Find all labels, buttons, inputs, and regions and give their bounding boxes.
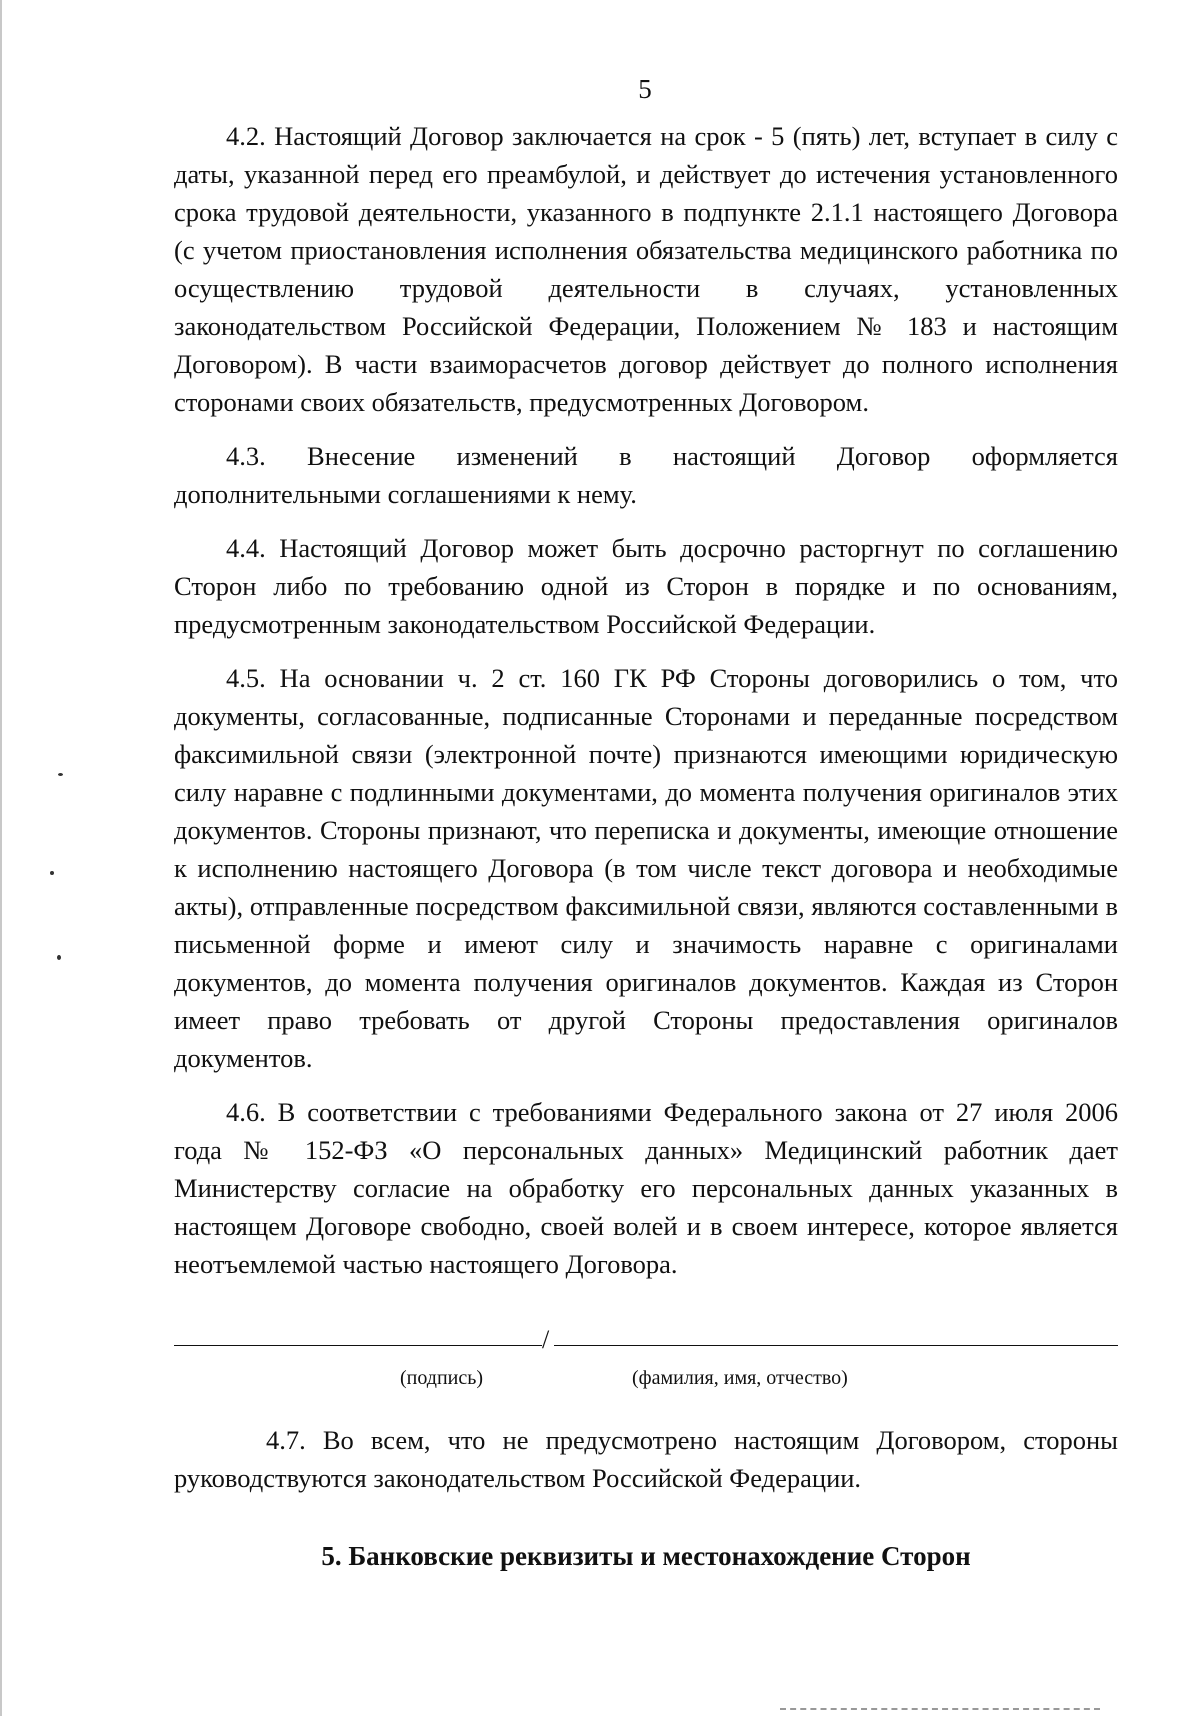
paragraph-4-6: 4.6. В соответствии с требованиями Федерального закона от 27 июля 2006 года № 152-ФЗ «О персональных данных» Медицинский работник дает Министерству согласие на обработку его персональных данных указанных в настоящем Договоре свободно, своей волей и в своем интересе, которое является неотъемлемой частью настоящего Договора. xyxy=(174,1097,1118,1279)
scan-speck xyxy=(57,955,61,960)
paragraph-4-4: 4.4. Настоящий Договор может быть досрочно расторгнут по соглашению Сторон либо по требованию одной из Сторон в порядке и по основаниям, предусмотренным законодательством Российской Федерации. xyxy=(174,533,1118,639)
paragraph-4-3: 4.3. Внесение изменений в настоящий Договор оформляется дополнительными соглашениями к нему. xyxy=(174,441,1118,509)
page-number: 5 xyxy=(638,74,652,104)
signature-separator: / xyxy=(542,1325,550,1354)
scan-speck xyxy=(50,871,54,875)
scan-speck xyxy=(58,773,63,776)
signature-block xyxy=(174,1325,1118,1421)
full-name-line xyxy=(554,1345,1118,1346)
signature-line xyxy=(174,1345,542,1346)
paragraph-4-2: 4.2. Настоящий Договор заключается на срок - 5 (пять) лет, вступает в силу с даты, указанной перед его преамбулой, и действует до истечения установленного срока трудовой деятельности, указанного в подпункте 2.1.1 настоящего Договора (с учетом приостановления исполнения обязательства медицинского работника по осуществлению трудовой деятельности в случаях, установленных законодательством Российской Федерации, Положением № 183 и настоящим Договором). В части взаиморасчетов договор действует до полного исполнения сторонами своих обязательств, предусмотренных Договором. xyxy=(174,121,1118,417)
scan-left-edge xyxy=(0,0,2,1716)
paragraph-4-5: 4.5. На основании ч. 2 ст. 160 ГК РФ Стороны договорились о том, что документы, согласованные, подписанные Сторонами и переданные посредством факсимильной связи (электронной почте) признаются имеющими юридическую силу наравне с подлинными документами, до момента получения оригиналов этих документов. Стороны признают, что переписка и документы, имеющие отношение к исполнению настоящего Договора (в том числе текст договора и необходимые акты), отправленные посредством факсимильной связи, являются составленными в письменной форме и имеют силу и значимость наравне с оригиналами документов, до момента получения оригиналов документов. Каждая из Сторон имеет право требовать от другой Стороны предоставления оригиналов документов. xyxy=(174,663,1118,1073)
scan-bottom-artifact xyxy=(780,1708,1100,1710)
full-name-caption: (фамилия, имя, отчество) xyxy=(632,1367,848,1389)
signature-caption: (подпись) xyxy=(400,1367,484,1389)
section-heading: 5. Банковские реквизиты и местонахождение Сторон xyxy=(321,1541,971,1571)
paragraph-4-7: 4.7. Во всем, что не предусмотрено настоящим Договором, стороны руководствуются законодательством Российской Федерации. xyxy=(174,1425,1118,1493)
document-body xyxy=(174,117,1118,1575)
